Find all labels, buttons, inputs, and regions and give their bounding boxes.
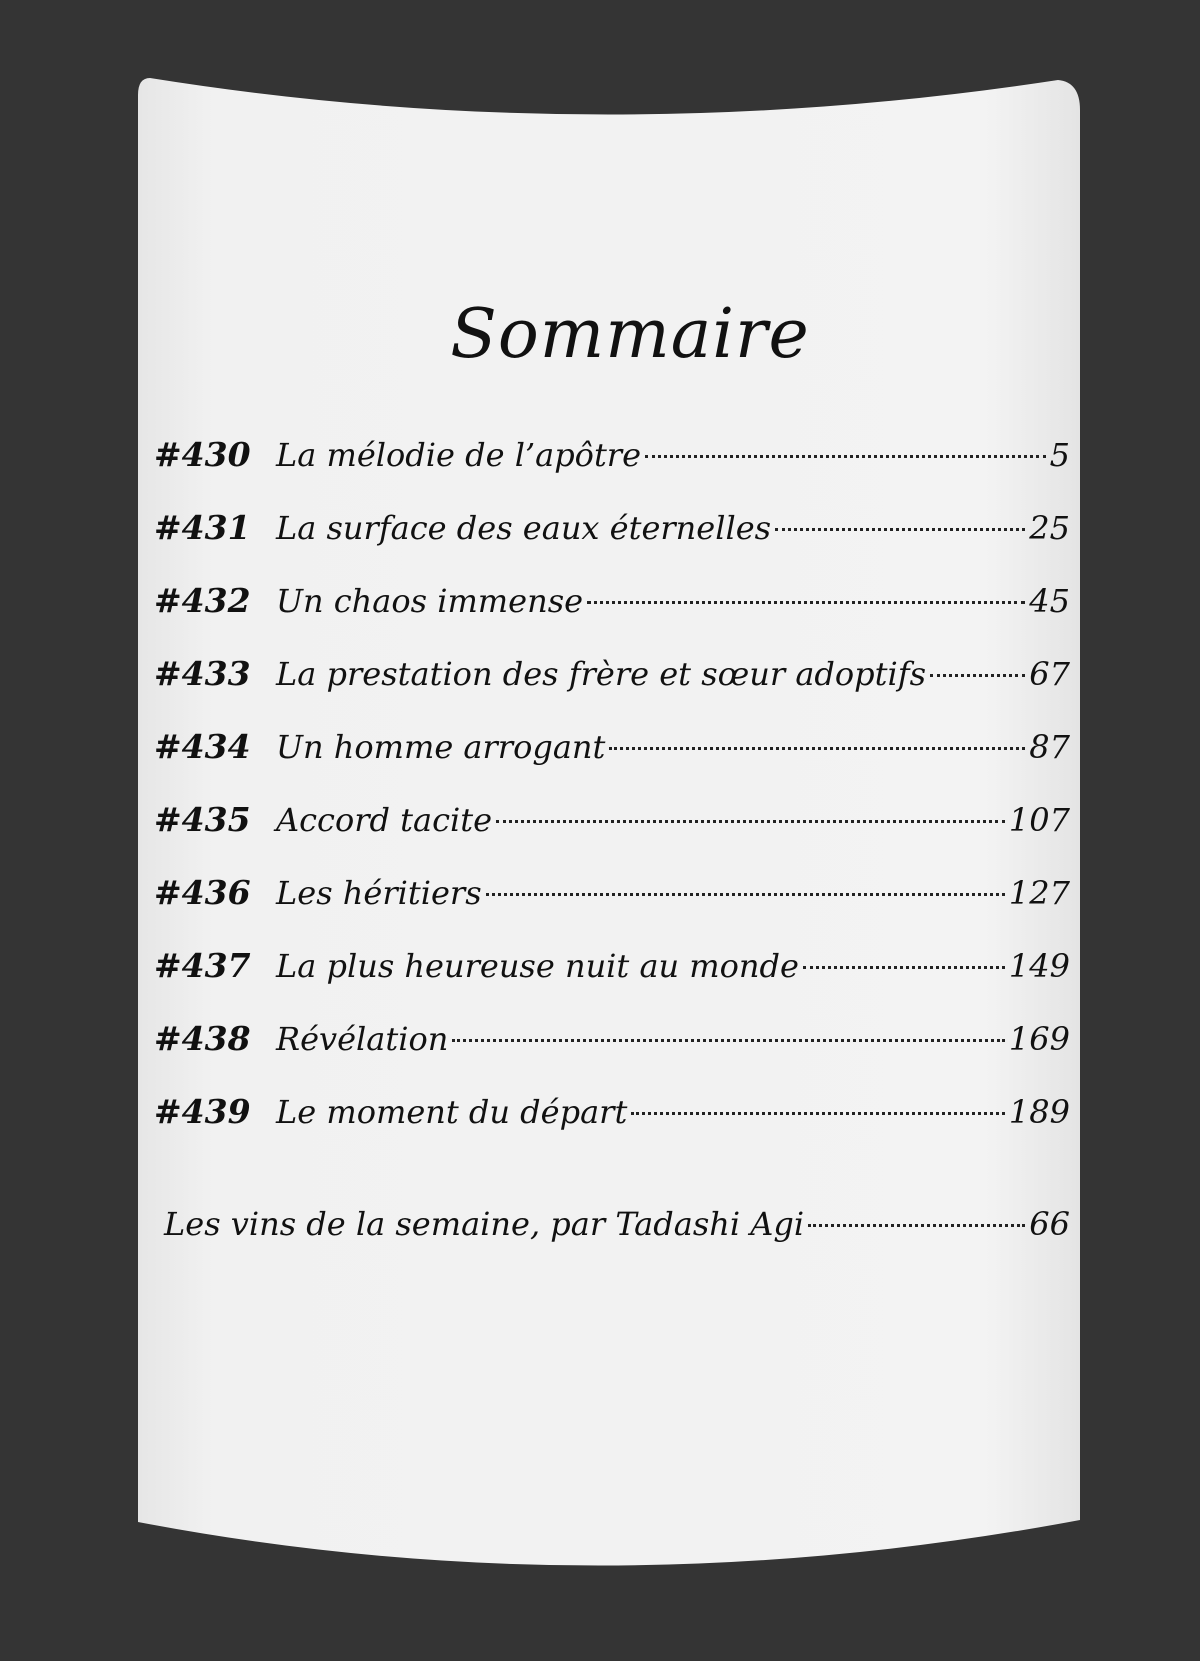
dot-leader bbox=[808, 1224, 1025, 1227]
page-number: 67 bbox=[1029, 655, 1070, 693]
chapter-title: Révélation bbox=[276, 1020, 449, 1058]
page-number: 45 bbox=[1029, 582, 1070, 620]
page-number: 169 bbox=[1008, 1020, 1070, 1058]
dot-leader bbox=[496, 820, 1005, 823]
chapter-number: #434 bbox=[154, 727, 251, 766]
page-number: 66 bbox=[1029, 1205, 1070, 1243]
toc-entry bbox=[138, 637, 1072, 710]
table-of-contents bbox=[138, 290, 1072, 1261]
chapter-number: #433 bbox=[154, 654, 251, 693]
toc-entry bbox=[138, 710, 1072, 783]
chapter-number: #430 bbox=[154, 435, 251, 474]
page-number: 107 bbox=[1008, 801, 1070, 839]
dot-leader bbox=[486, 893, 1005, 896]
chapter-title: Le moment du départ bbox=[276, 1093, 628, 1131]
chapter-title: La mélodie de l’apôtre bbox=[276, 436, 642, 474]
chapter-title: La prestation des frère et sœur adoptifs bbox=[276, 655, 926, 693]
toc-entry bbox=[138, 783, 1072, 856]
chapter-number: #431 bbox=[154, 508, 251, 547]
dot-leader bbox=[587, 601, 1025, 604]
extra-title: Les vins de la semaine, par Tadashi Agi bbox=[164, 1205, 805, 1243]
chapter-title: Accord tacite bbox=[276, 801, 493, 839]
chapter-number: #436 bbox=[154, 873, 251, 912]
page-number: 87 bbox=[1029, 728, 1070, 766]
chapter-number: #439 bbox=[154, 1092, 251, 1131]
toc-entry bbox=[138, 856, 1072, 929]
dot-leader bbox=[775, 528, 1025, 531]
page-title: Sommaire bbox=[450, 295, 810, 374]
page-number: 127 bbox=[1008, 874, 1070, 912]
dot-leader bbox=[609, 747, 1025, 750]
page-number: 189 bbox=[1008, 1093, 1070, 1131]
chapter-number: #435 bbox=[154, 800, 251, 839]
page-number: 149 bbox=[1008, 947, 1070, 985]
dot-leader bbox=[930, 674, 1025, 677]
dot-leader bbox=[645, 455, 1046, 458]
chapter-title: Les héritiers bbox=[276, 874, 482, 912]
page-number: 5 bbox=[1049, 436, 1070, 474]
toc-extra-entry bbox=[138, 1188, 1072, 1261]
toc-entry bbox=[138, 418, 1072, 491]
dot-leader bbox=[803, 966, 1005, 969]
dot-leader bbox=[631, 1112, 1005, 1115]
page-number: 25 bbox=[1029, 509, 1070, 547]
chapter-number: #437 bbox=[154, 946, 251, 985]
dot-leader bbox=[452, 1039, 1005, 1042]
chapter-number: #432 bbox=[154, 581, 251, 620]
chapter-title: La surface des eaux éternelles bbox=[276, 509, 772, 547]
chapter-number: #438 bbox=[154, 1019, 251, 1058]
toc-entry bbox=[138, 491, 1072, 564]
chapter-title: La plus heureuse nuit au monde bbox=[276, 947, 799, 985]
toc-entry bbox=[138, 1002, 1072, 1075]
chapter-title: Un chaos immense bbox=[276, 582, 584, 620]
toc-list bbox=[138, 418, 1072, 1148]
toc-entry bbox=[138, 564, 1072, 637]
toc-entry bbox=[138, 1075, 1072, 1148]
chapter-title: Un homme arrogant bbox=[276, 728, 606, 766]
toc-entry bbox=[138, 929, 1072, 1002]
